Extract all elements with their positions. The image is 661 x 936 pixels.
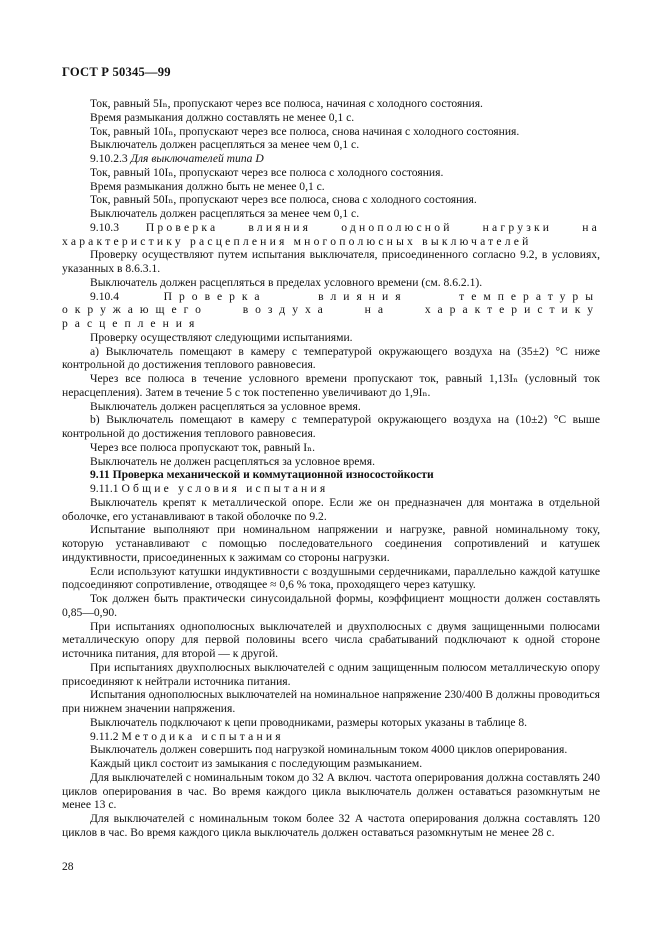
paragraph: Каждый цикл состоит из замыкания с последующим размыканием. xyxy=(90,757,423,770)
paragraph: а) Выключатель помещают в камеру с температурой окружающего воздуха на (35±2) °С ниже контрольной до достижения теплового равновесия. xyxy=(62,344,600,372)
paragraph: b) Выключатель помещают в камеру с температурой окружающего воздуха на (10±2) °С выше контрольной до достижения теплового равновесия. xyxy=(62,413,600,440)
paragraph: Для выключателей с номинальным током до 32 А включ. частота оперирования должна составлять 240 циклов оперирования в час. Во время каждого цикла выключатель должен оставаться разомкнутым не менее 13 с. xyxy=(62,770,600,812)
subsection-heading xyxy=(62,152,600,166)
paragraph: Время размыкания должно быть не менее 0,1 с. xyxy=(90,179,325,193)
paragraph: Выключатель должен расцепляться в пределах условного времени (см. 8.6.2.1). xyxy=(90,275,483,289)
paragraph: Выключатель подключают к цепи проводниками, размеры которых указаны в таблице 8. xyxy=(90,715,528,729)
section-heading xyxy=(62,221,600,249)
paragraph: Ток должен быть практически синусоидальной формы, коэффициент мощности должен составлять 0,85—0,90. xyxy=(62,592,600,619)
section-title: Проверка влияния однополюсной нагрузки на характеристику расцепления многополюсных выключателей xyxy=(62,220,600,248)
paragraph: Выключатель не должен расцепляться за условное время. xyxy=(90,454,375,468)
paragraph: Выключатель должен расцепляться за менее чем 0,1 с. xyxy=(90,207,360,220)
paragraph: Если используют катушки индуктивности с воздушными сердечниками, параллельно каждой катушке подсоединяют сопротивление, отводящее ≈ 0,6 % тока, проходящего через катушку. xyxy=(62,564,600,592)
paragraph: При испытаниях однополюсных выключателей и двухполюсных с двумя защищенными полюсами металлическую опору для первой половины всего числа срабатываний подключают к одной стороне источника питания, для второй — к другой. xyxy=(62,619,600,660)
paragraph: Проверку осуществляют следующими испытаниями. xyxy=(90,330,353,344)
section-number: 9.11.2 xyxy=(90,729,119,743)
section-title: Методика испытания xyxy=(121,729,284,743)
section-number: 9.10.2.3 xyxy=(90,152,128,165)
section-number: 9.10.4 xyxy=(90,289,119,303)
paragraph: Ток, равный 10Iₙ, пропускают через все полюса с холодного состояния. xyxy=(90,165,444,179)
section-number: 9.11 xyxy=(90,468,110,482)
paragraph: Через все полюса пропускают ток, равный Iₙ. xyxy=(90,440,316,454)
section-number: 9.10.3 xyxy=(90,220,119,234)
section-number: 9.11.1 xyxy=(90,482,119,495)
paragraph: Ток, равный 10Iₙ, пропускают через все полюса, снова начиная с холодного состояния. xyxy=(90,124,520,138)
paragraph: Испытания однополюсных выключателей на номинальное напряжение 230/400 В должны проводиться при нижнем значении напряжения. xyxy=(62,688,600,715)
paragraph: Время размыкания должно составлять не менее 0,1 с. xyxy=(90,110,355,124)
paragraph: Ток, равный 5Iₙ, пропускают через все полюса, начиная с холодного состояния. xyxy=(90,97,483,110)
document-body xyxy=(62,97,600,840)
section-title: Проверка механической и коммутационной износостойкости xyxy=(112,468,434,482)
section-title: Проверка влияния температуры окружающего воздуха на характеристику расцепления xyxy=(62,289,600,330)
section-heading xyxy=(62,290,600,331)
section-heading xyxy=(62,730,600,744)
paragraph: Для выключателей с номинальным током более 32 А частота оперирования должна составлять 120 циклов в час. Во время каждого цикла выключатель должен оставаться разомкнутым не менее 28 с. xyxy=(62,812,600,839)
paragraph: Проверку осуществляют путем испытания выключателя, присоединенного согласно 9.2, в условиях, указанных в 8.6.3.1. xyxy=(62,248,600,275)
paragraph: При испытаниях двухполюсных выключателей с одним защищенным полюсом металлическую опору присоединяют к нейтрали источника питания. xyxy=(62,660,600,688)
paragraph: Выключатель должен расцепляться за условное время. xyxy=(90,399,361,413)
paragraph: Выключатель крепят к металлической опоре. Если же он предназначен для монтажа в отдельной оболочке, его устанавливают в такой оболочке по 9.2. xyxy=(62,495,600,523)
subsection-title: Для выключателей типа D xyxy=(130,152,264,165)
paragraph: Испытание выполняют при номинальном напряжении и нагрузке, равной номинальному току, которую устанавливают с помощью последовательного соединения сопротивлений и катушек индуктивности, присоединенных к зажимам со стороны нагрузки. xyxy=(62,523,600,564)
section-heading xyxy=(62,482,600,496)
paragraph: Выключатель должен совершить под нагрузкой номинальным током 4000 циклов оперирования. xyxy=(90,743,568,757)
paragraph: Выключатель должен расцепляться за менее чем 0,1 с. xyxy=(90,138,360,152)
page-number: 28 xyxy=(62,860,74,873)
paragraph: Через все полюса в течение условного времени пропускают ток, равный 1,13Iₙ (условный ток нерасцепления). Затем в течение 5 с ток постепенно увеличивают до 1,9Iₙ. xyxy=(62,372,600,399)
document-header: ГОСТ Р 50345—99 xyxy=(62,65,171,79)
section-title: Общие условия испытания xyxy=(121,482,329,495)
section-heading xyxy=(62,468,600,482)
paragraph: Ток, равный 50Iₙ, пропускают через все полюса, снова с холодного состояния. xyxy=(90,193,477,207)
